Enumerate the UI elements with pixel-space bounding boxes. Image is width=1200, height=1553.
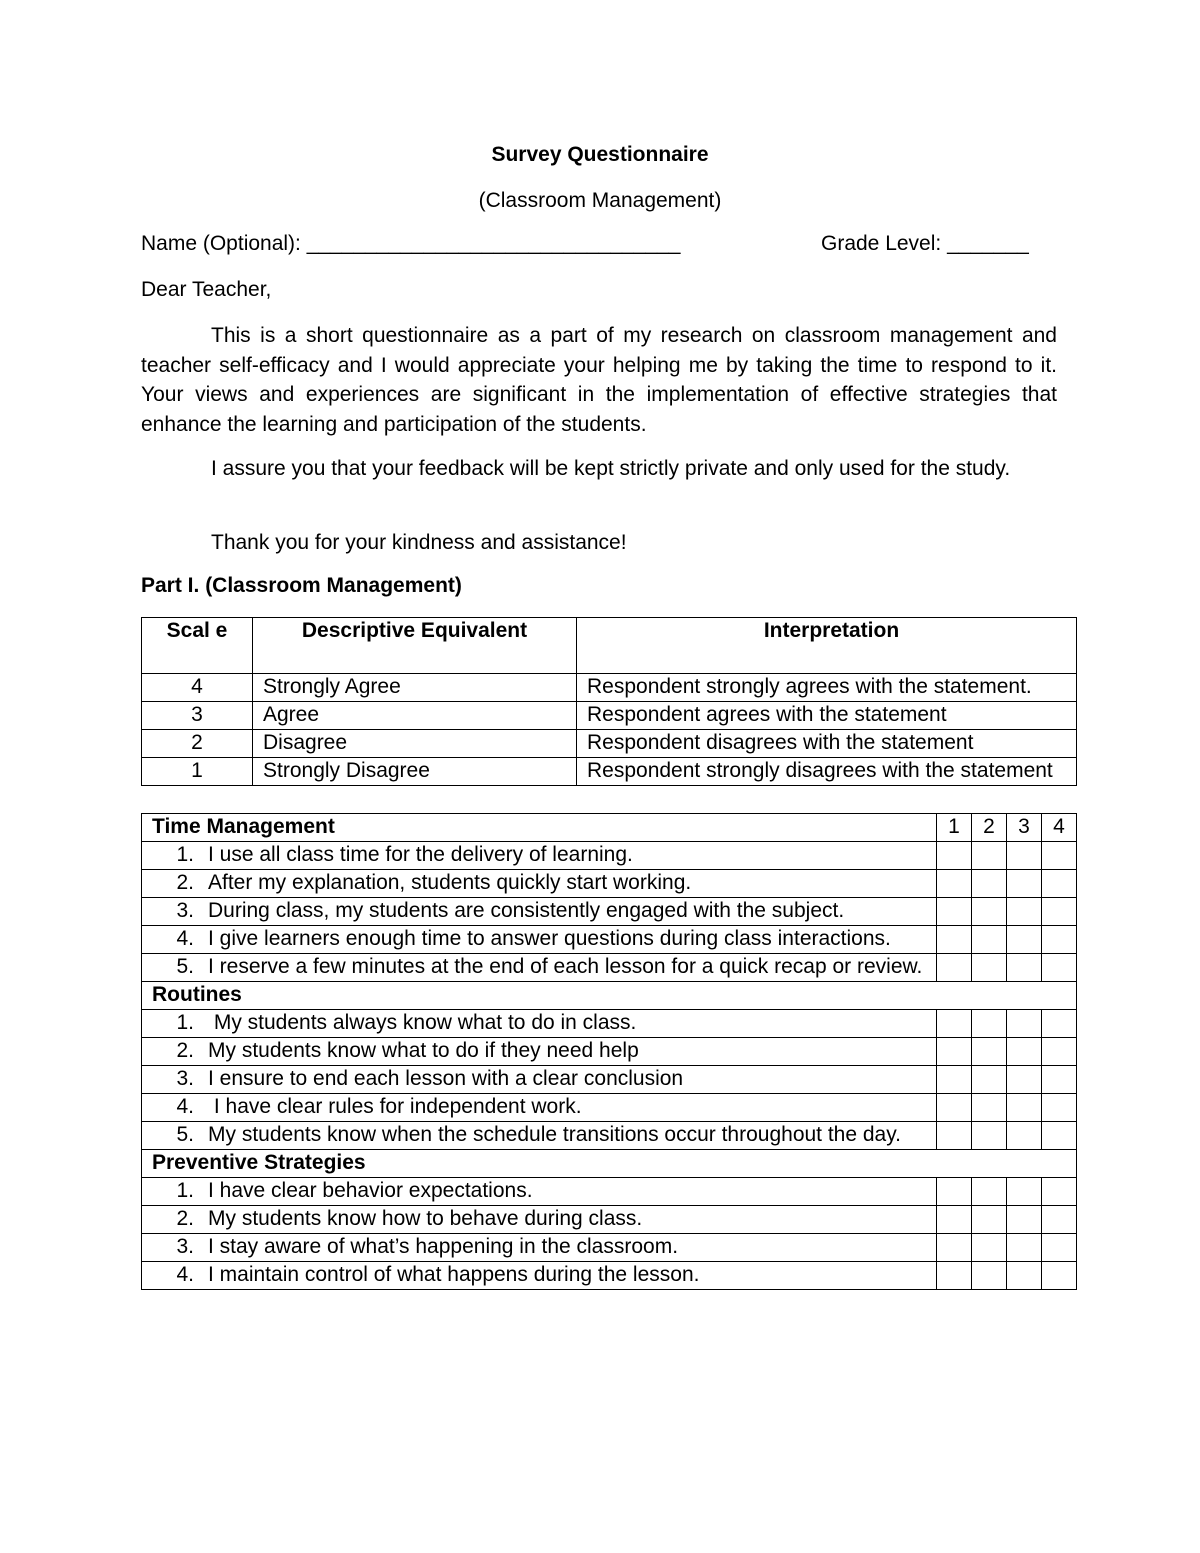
rating-checkbox-cell[interactable] [972,1066,1007,1094]
rating-checkbox-cell[interactable] [1007,1262,1042,1290]
rating-checkbox-cell[interactable] [972,842,1007,870]
interpretation-header: Interpretation [577,618,1077,674]
item-number: 5. [176,955,194,978]
scale-row [142,730,1077,758]
thanks-paragraph: Thank you for your kindness and assistance! [211,531,627,554]
rating-checkbox-cell[interactable] [972,1206,1007,1234]
item-statement: I use all class time for the delivery of learning. [208,843,633,866]
survey-item-row [142,870,1077,898]
rating-checkbox-cell[interactable] [1042,842,1077,870]
survey-item-row [142,954,1077,982]
section-header-row [142,1150,1077,1178]
section-title: Preventive Strategies [142,1150,1077,1178]
rating-column-header: 4 [1042,814,1077,842]
rating-checkbox-cell[interactable] [1042,1066,1077,1094]
survey-item [142,1234,937,1262]
rating-checkbox-cell[interactable] [1042,1262,1077,1290]
scale-value: 3 [142,702,253,730]
survey-items-table [141,813,1077,1290]
scale-row [142,758,1077,786]
rating-checkbox-cell[interactable] [1007,1206,1042,1234]
part-title: Part I. (Classroom Management) [141,574,462,597]
item-statement: I have clear rules for independent work. [208,1095,582,1118]
rating-checkbox-cell[interactable] [1007,1178,1042,1206]
survey-item-row [142,1038,1077,1066]
rating-checkbox-cell[interactable] [937,926,972,954]
rating-checkbox-cell[interactable] [972,1094,1007,1122]
scale-interpretation: Respondent strongly disagrees with the statement [577,758,1077,786]
item-statement: I stay aware of what’s happening in the classroom. [208,1235,679,1258]
rating-checkbox-cell[interactable] [937,1178,972,1206]
survey-item-row [142,1234,1077,1262]
rating-checkbox-cell[interactable] [1007,954,1042,982]
rating-checkbox-cell[interactable] [972,1010,1007,1038]
survey-item-row [142,1066,1077,1094]
survey-item-row [142,842,1077,870]
scale-description: Strongly Disagree [253,758,577,786]
rating-checkbox-cell[interactable] [1042,1206,1077,1234]
rating-checkbox-cell[interactable] [937,1038,972,1066]
item-statement: My students know how to behave during class. [208,1207,643,1230]
rating-checkbox-cell[interactable] [1042,926,1077,954]
rating-checkbox-cell[interactable] [972,1234,1007,1262]
rating-checkbox-cell[interactable] [1042,1010,1077,1038]
rating-checkbox-cell[interactable] [937,1066,972,1094]
scale-row [142,674,1077,702]
item-number: 5. [176,1123,194,1146]
name-field: Name (Optional): ________________________________ [141,232,681,255]
item-number: 1. [176,843,194,866]
item-statement: I give learners enough time to answer questions during class interactions. [208,927,891,950]
rating-checkbox-cell[interactable] [937,954,972,982]
item-statement: I ensure to end each lesson with a clear conclusion [208,1067,684,1090]
rating-checkbox-cell[interactable] [1007,1010,1042,1038]
intro-paragraph: This is a short questionnaire as a part of my research on classroom management and teacher self-efficacy and I would appreciate your helping me by taking the time to respond to it. Your views and experiences are significant in the implementation of effective strategies that enhance the learning and participation of the students. [141,324,1057,436]
survey-item [142,1206,937,1234]
scale-header-row [142,618,1077,674]
document-title: Survey Questionnaire [491,143,709,166]
scale-description: Disagree [253,730,577,758]
survey-item-row [142,1010,1077,1038]
descriptive-header: Descriptive Equivalent [253,618,577,674]
scale-legend-table [141,617,1077,786]
item-number: 2. [176,1039,194,1062]
salutation: Dear Teacher, [141,278,272,301]
rating-checkbox-cell[interactable] [1007,1038,1042,1066]
rating-checkbox-cell[interactable] [937,1206,972,1234]
section-header-row [142,982,1077,1010]
rating-checkbox-cell[interactable] [972,954,1007,982]
rating-checkbox-cell[interactable] [1042,954,1077,982]
survey-item [142,1010,937,1038]
item-number: 2. [176,1207,194,1230]
survey-item-row [142,1094,1077,1122]
item-number: 1. [176,1179,194,1202]
rating-checkbox-cell[interactable] [1042,1234,1077,1262]
survey-item [142,1094,937,1122]
item-number: 3. [176,899,194,922]
survey-item [142,1066,937,1094]
section-title: Time Management [142,814,937,842]
survey-item [142,1262,937,1290]
item-number: 2. [176,871,194,894]
survey-item [142,1038,937,1066]
rating-checkbox-cell[interactable] [937,1262,972,1290]
survey-item [142,1122,937,1150]
rating-checkbox-cell[interactable] [1007,1094,1042,1122]
scale-description: Strongly Agree [253,674,577,702]
rating-checkbox-cell[interactable] [1007,926,1042,954]
item-statement: I have clear behavior expectations. [208,1179,533,1202]
rating-checkbox-cell[interactable] [1007,1234,1042,1262]
item-statement: I maintain control of what happens during the lesson. [208,1263,700,1286]
rating-checkbox-cell[interactable] [1007,842,1042,870]
survey-item-row [142,1262,1077,1290]
rating-checkbox-cell[interactable] [1007,898,1042,926]
item-statement: During class, my students are consistently engaged with the subject. [208,899,845,922]
rating-checkbox-cell[interactable] [937,870,972,898]
survey-item [142,1178,937,1206]
rating-checkbox-cell[interactable] [1042,1178,1077,1206]
rating-checkbox-cell[interactable] [1042,1038,1077,1066]
document-subtitle: (Classroom Management) [478,189,722,212]
privacy-paragraph: I assure you that your feedback will be kept strictly private and only used for the study. [211,457,1011,480]
rating-checkbox-cell[interactable] [1007,1122,1042,1150]
item-number: 4. [176,1263,194,1286]
item-statement: After my explanation, students quickly start working. [208,871,692,894]
rating-checkbox-cell[interactable] [972,1262,1007,1290]
rating-column-header: 2 [972,814,1007,842]
survey-item-row [142,1178,1077,1206]
item-statement: My students know when the schedule transitions occur throughout the day. [208,1123,902,1146]
scale-header: Scal e [142,618,253,674]
scale-row [142,702,1077,730]
rating-checkbox-cell[interactable] [972,1122,1007,1150]
rating-checkbox-cell[interactable] [937,1010,972,1038]
rating-column-header: 1 [937,814,972,842]
survey-item-row [142,1206,1077,1234]
rating-checkbox-cell[interactable] [972,1178,1007,1206]
survey-item [142,898,937,926]
section-header-row [142,814,1077,842]
item-statement: I reserve a few minutes at the end of each lesson for a quick recap or review. [208,955,923,978]
item-number: 3. [176,1067,194,1090]
rating-checkbox-cell[interactable] [972,870,1007,898]
rating-checkbox-cell[interactable] [1042,1122,1077,1150]
item-statement: My students always know what to do in class. [208,1011,637,1034]
survey-item-row [142,898,1077,926]
survey-item-row [142,926,1077,954]
survey-item [142,870,937,898]
scale-value: 2 [142,730,253,758]
rating-checkbox-cell[interactable] [972,926,1007,954]
survey-item-row [142,1122,1077,1150]
scale-description: Agree [253,702,577,730]
rating-checkbox-cell[interactable] [972,898,1007,926]
rating-checkbox-cell[interactable] [937,1094,972,1122]
scale-interpretation: Respondent disagrees with the statement [577,730,1077,758]
rating-checkbox-cell[interactable] [937,898,972,926]
item-number: 1. [176,1011,194,1034]
rating-checkbox-cell[interactable] [937,1234,972,1262]
rating-checkbox-cell[interactable] [1042,1094,1077,1122]
rating-checkbox-cell[interactable] [1042,898,1077,926]
grade-level-field: Grade Level: _______ [821,232,1029,255]
rating-checkbox-cell[interactable] [1042,870,1077,898]
rating-column-header: 3 [1007,814,1042,842]
survey-item [142,842,937,870]
item-number: 4. [176,1095,194,1118]
item-number: 3. [176,1235,194,1258]
scale-value: 4 [142,674,253,702]
rating-checkbox-cell[interactable] [1007,870,1042,898]
item-statement: My students know what to do if they need help [208,1039,639,1062]
section-title: Routines [142,982,1077,1010]
scale-interpretation: Respondent agrees with the statement [577,702,1077,730]
item-number: 4. [176,927,194,950]
survey-item [142,926,937,954]
rating-checkbox-cell[interactable] [1007,1066,1042,1094]
scale-value: 1 [142,758,253,786]
rating-checkbox-cell[interactable] [937,1122,972,1150]
survey-item [142,954,937,982]
rating-checkbox-cell[interactable] [972,1038,1007,1066]
scale-interpretation: Respondent strongly agrees with the statement. [577,674,1077,702]
rating-checkbox-cell[interactable] [937,842,972,870]
